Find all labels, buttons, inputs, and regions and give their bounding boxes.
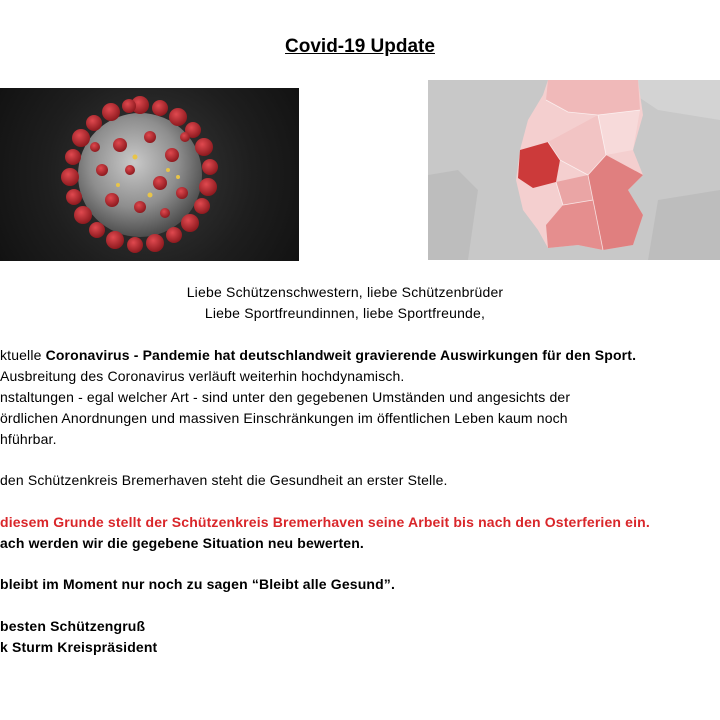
page-title: Covid-19 Update: [285, 36, 435, 57]
body-line: ktuelle Coronavirus - Pandemie hat deutschlandweit gravierende Auswirkungen für den Sport.: [0, 347, 637, 363]
closing-greeting: besten Schützengruß: [0, 618, 146, 634]
body-line: nstaltungen - egal welcher Art - sind unter den gegebenen Umständen und angesichts der: [0, 389, 571, 405]
coronavirus-illustration: [0, 88, 299, 261]
body-line: ach werden wir die gegebene Situation neu bewerten.: [0, 535, 364, 551]
body-line: ördlichen Anordnungen und massiven Einschränkungen im öffentlichen Leben kaum noch: [0, 410, 568, 426]
body-line: Ausbreitung des Coronavirus verläuft weiterhin hochdynamisch.: [0, 368, 405, 384]
body-line: den Schützenkreis Bremerhaven steht die Gesundheit an erster Stelle.: [0, 472, 448, 488]
germany-map: [428, 80, 720, 260]
body-line: hführbar.: [0, 431, 57, 447]
germany-map-image: [428, 80, 720, 260]
announcement-line: diesem Grunde stellt der Schützenkreis Bremerhaven seine Arbeit bis nach den Osterferien ein.: [0, 514, 650, 530]
body-line: bleibt im Moment nur noch zu sagen “Bleibt alle Gesund”.: [0, 576, 395, 592]
signature: k Sturm Kreispräsident: [0, 639, 158, 655]
coronavirus-image: [0, 88, 299, 261]
greeting-line-2: Liebe Sportfreundinnen, liebe Sportfreunde,: [204, 305, 486, 321]
greeting-line-1: Liebe Schützenschwestern, liebe Schützenbrüder: [186, 284, 504, 300]
